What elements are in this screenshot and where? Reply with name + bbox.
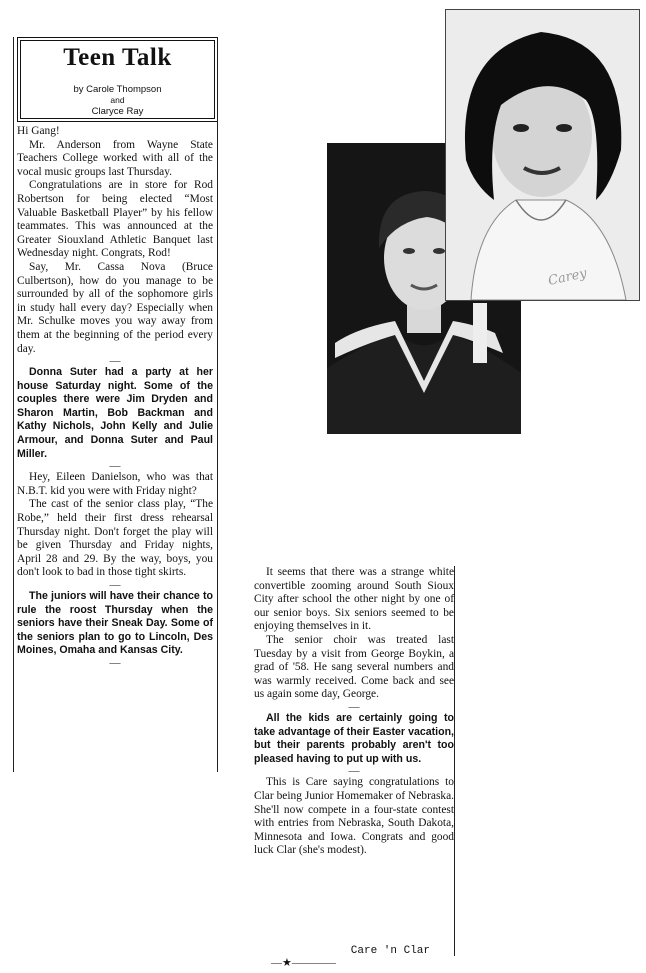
column-rule-mid — [217, 37, 218, 772]
photo-signature: Carey — [546, 266, 589, 289]
section-divider: — — [348, 700, 360, 713]
paragraph: Hey, Eileen Danielson, who was that N.B.T. kid you were with Friday night? — [17, 471, 213, 497]
article-column-1 — [17, 125, 213, 668]
article-column-2 — [254, 566, 454, 858]
column-rule-left — [13, 37, 14, 772]
paragraph: Congratulations are in store for Rod Robertson for being elected “Most Valuable Basketball Player” by his fellow teammates. This was announced at the Greater Siouxland Athletic Banquet last Wednesday night. Congrats, Rod! — [17, 179, 213, 260]
byline-and: and — [110, 95, 125, 105]
byline — [18, 84, 217, 117]
section-divider: — — [109, 579, 121, 591]
column-rule-right — [454, 566, 455, 956]
masthead-box — [17, 37, 218, 122]
section-divider: — — [109, 656, 121, 669]
section-divider: — — [109, 355, 121, 368]
paragraph: The senior choir was treated last Tuesday by a visit from George Boykin, a grad of '58. He sang several numbers and was warmly received. Come back and see us again some day, George. — [254, 633, 454, 701]
paragraph-bold: Donna Suter had a party at her house Saturday night. Some of the couples there were Jim Dryden and Sharon Martin, Bob Backman and Kathy Nichols, John Kelly and Julie Armour, and Donna Suter and Paul Miller. — [17, 366, 213, 460]
paragraph: Say, Mr. Cassa Nova (Bruce Culbertson), how do you manage to be surrounded by all of the sophomore girls in study hall every day? Especially when Mr. Schulke moves you way away from them at the beginning of the period every day. — [17, 260, 213, 355]
paragraph: The cast of the senior class play, “The Robe,” held their first dress rehearsal Thursday night. Don't forget the play will be given Thursday and Friday nights, April 28 and 29. By the way, boys, you don't look to bad in those tight skirts. — [17, 498, 213, 579]
paragraph: It seems that there was a strange white convertible zooming around South Sioux City after school the other night by one of our senior boys. Six seniors seemed to be enjoying themselves in it. — [254, 566, 454, 633]
paragraph: Hi Gang! — [17, 125, 60, 137]
paragraph-bold: The juniors will have their chance to rule the roost Thursday when the seniors have their Sneak Day. Some of the seniors plan to go to Lincoln, Des Moines, Omaha and Kansas City. — [17, 590, 213, 657]
portrait-photo-2 — [445, 9, 640, 301]
column-title: Teen Talk — [63, 44, 172, 71]
paragraph: This is Care saying congratulations to Clar being Junior Homemaker of Nebraska. She'll now compete in a four-state contest with entries from Nebraska, South Dakota, Minnesota and Iowa. Congrats and good luck Clar (she's modest). — [254, 776, 454, 857]
end-mark: —★———— — [271, 957, 336, 969]
paragraph-bold: All the kids are certainly going to take advantage of their Easter vacation, but their parents probably aren't too pleased having to put up with us. — [254, 711, 454, 765]
section-divider: — — [109, 460, 121, 473]
signoff: Care 'n Clar — [350, 945, 430, 957]
byline-author-2: Claryce Ray — [91, 106, 144, 117]
byline-author-1: by Carole Thompson — [73, 84, 162, 95]
section-divider: — — [348, 765, 360, 778]
portrait-2-image — [446, 10, 639, 300]
paragraph: Mr. Anderson from Wayne State Teachers College worked with all of the vocal music groups last Thursday. — [17, 138, 213, 178]
